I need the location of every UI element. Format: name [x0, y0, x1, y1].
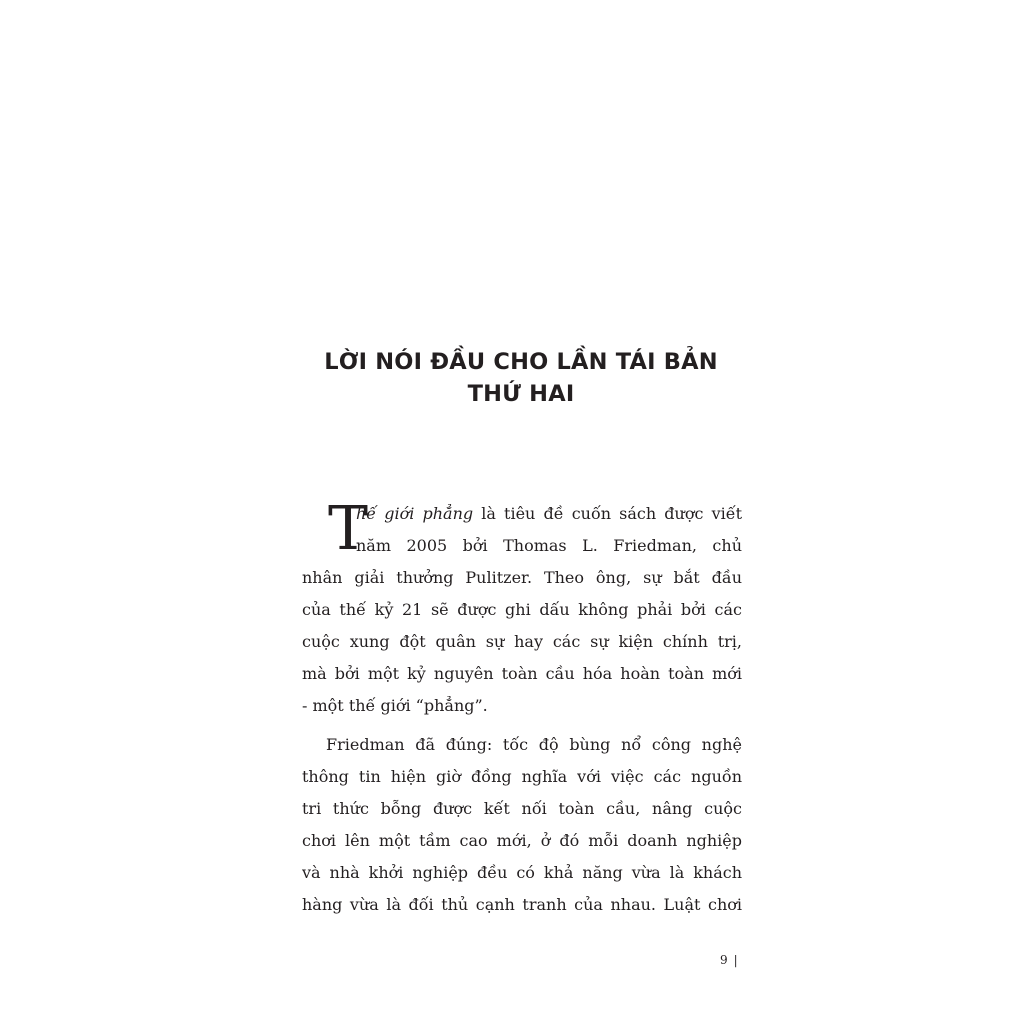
- chapter-title: [300, 346, 742, 410]
- paragraph-1-line-5: cuộc xung đột quân sự hay các sự kiện chính trị,: [302, 632, 742, 651]
- paragraph-2-line-4: chơi lên một tầm cao mới, ở đó mỗi doanh nghiệp: [302, 831, 742, 850]
- paragraph-1-line-1-rest: là tiêu đề cuốn sách được viết: [473, 504, 742, 523]
- paragraph-2-line-6: hàng vừa là đối thủ cạnh tranh của nhau. Luật chơi: [302, 895, 742, 914]
- book-title-italic: hế giới phẳng: [356, 504, 474, 523]
- paragraph-1-line-7: - một thế giới “phẳng”.: [302, 696, 488, 715]
- paragraph-1-line-4: của thế kỷ 21 sẽ được ghi dấu không phải bởi các: [302, 600, 742, 619]
- paragraph-2-line-3: tri thức bỗng được kết nối toàn cầu, nâng cuộc: [302, 799, 742, 818]
- paragraph-1-line-6: mà bởi một kỷ nguyên toàn cầu hóa hoàn toàn mới: [302, 664, 742, 683]
- paragraph-1-line-3: nhân giải thưởng Pulitzer. Theo ông, sự bắt đầu: [302, 568, 742, 587]
- paragraph-2-line-5: và nhà khởi nghiệp đều có khả năng vừa là khách: [302, 863, 742, 882]
- paragraph-1-line-2: năm 2005 bởi Thomas L. Friedman, chủ: [356, 536, 742, 555]
- page-folio: [720, 953, 760, 967]
- folio-separator: |: [733, 953, 738, 967]
- paragraph-2-line-1: Friedman đã đúng: tốc độ bùng nổ công nghệ: [326, 735, 742, 754]
- chapter-title-line-1: LỜI NÓI ĐẦU CHO LẦN TÁI BẢN: [324, 349, 718, 375]
- page-number: 9: [720, 953, 728, 967]
- paragraph-2-line-2: thông tin hiện giờ đồng nghĩa với việc các nguồn: [302, 767, 742, 786]
- chapter-title-line-2: THỨ HAI: [467, 381, 575, 407]
- paragraph-1-line-1: [356, 504, 742, 524]
- drop-cap: T: [328, 494, 369, 564]
